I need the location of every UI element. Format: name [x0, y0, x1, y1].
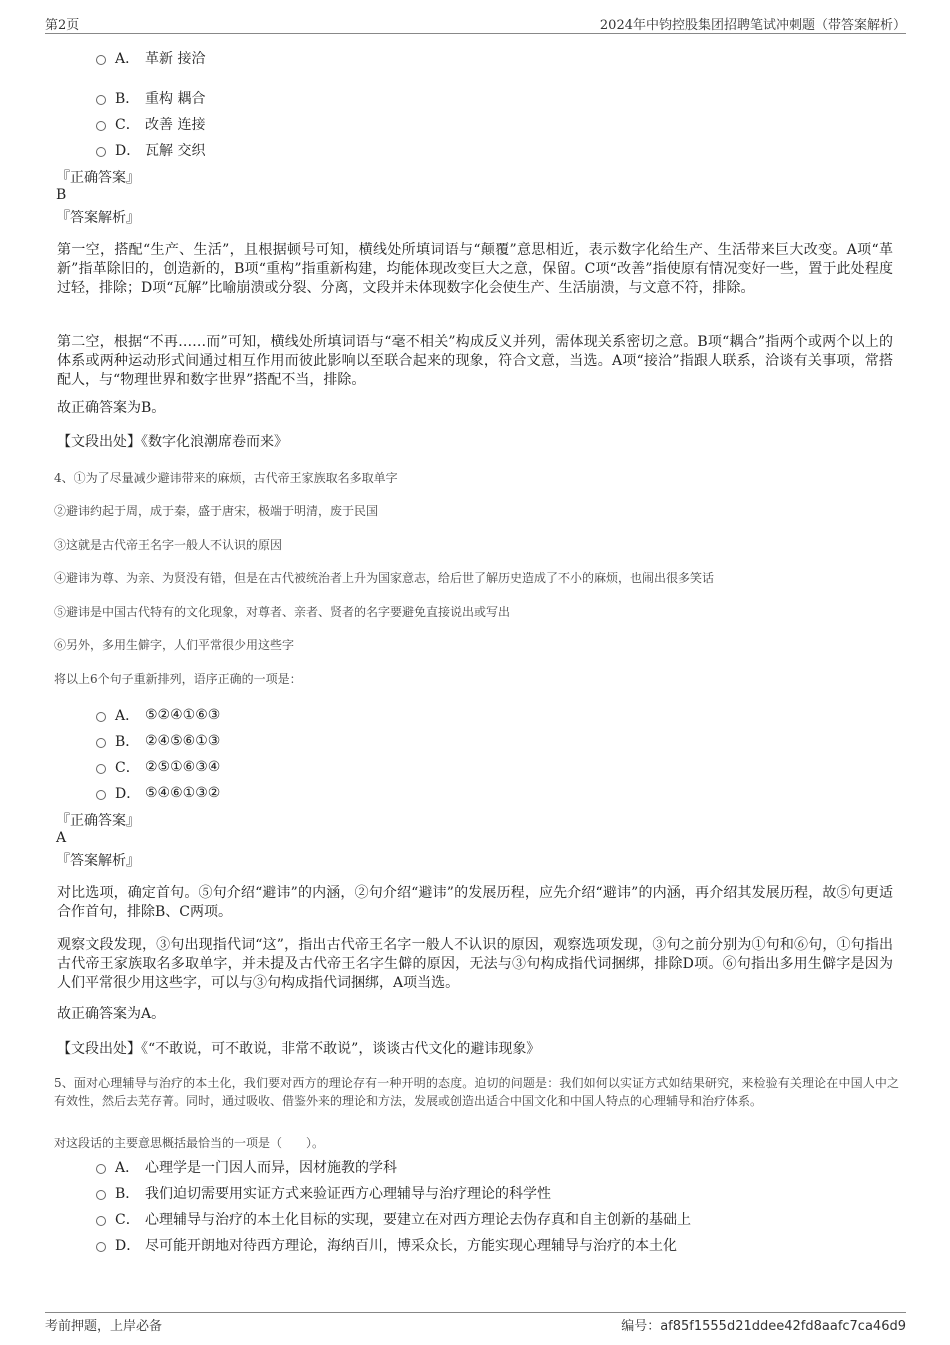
option-letter: A．	[115, 51, 140, 67]
option-letter: B．	[115, 1186, 140, 1202]
q5-option-b[interactable]	[96, 1183, 551, 1203]
radio-icon[interactable]	[96, 1190, 106, 1200]
option-text: 尽可能开朗地对待西方理论，海纳百川，博采众长，方能实现心理辅导与治疗的本土化	[145, 1238, 677, 1254]
q5-option-d[interactable]	[96, 1235, 677, 1255]
option-text: 心理辅导与治疗的本土化目标的实现，要建立在对西方理论去伪存真和自主创新的基础上	[145, 1212, 691, 1228]
option-text: ②⑤①⑥③④	[145, 759, 221, 775]
option-text: 改善 连接	[145, 117, 206, 133]
option-letter: A．	[115, 708, 140, 724]
q4-sentence-3: ③这就是古代帝王名字一般人不认识的原因	[54, 538, 283, 552]
option-text: ⑤②④①⑥③	[145, 707, 221, 723]
radio-icon[interactable]	[96, 1216, 106, 1226]
radio-icon[interactable]	[96, 121, 106, 131]
radio-icon[interactable]	[96, 790, 106, 800]
radio-icon[interactable]	[96, 55, 106, 65]
option-text: 心理学是一门因人而异，因材施教的学科	[145, 1160, 397, 1176]
option-letter: B．	[115, 734, 140, 750]
option-text: 我们迫切需要用实证方式来验证西方心理辅导与治疗理论的科学性	[145, 1186, 551, 1202]
q4-answer: A	[56, 830, 67, 846]
q3-option-a[interactable]	[96, 48, 205, 68]
q4-sentence-1: 4、①为了尽量减少避讳带来的麻烦，古代帝王家族取名多取单字	[54, 471, 398, 485]
q4-analysis-label: 『答案解析』	[56, 853, 140, 869]
header-divider	[45, 33, 906, 34]
q4-analysis-paragraph-1: 对比选项，确定首句。⑤句介绍“避讳”的内涵，②句介绍“避讳”的发展历程，应先介绍“避讳”的内涵，再介绍其发展历程，故⑤句更适合作首句，排除B、C两项。	[57, 885, 893, 920]
q4-analysis-paragraph-2: 观察文段发现，③句出现指代词“这”，指出古代帝王名字一般人不认识的原因，观察选项发现，③句之前分别为①句和⑥句，①句指出古代帝王家族取名多取单字，并未提及古代帝王名字生僻的原因，无法与③句构成指代词捆绑，排除D项。⑥句指出多用生僻字是因为人们平常很少用这些字，可以与③句构成指代词捆绑，A项当选。	[57, 937, 893, 991]
option-text: 革新 接洽	[145, 51, 206, 67]
q4-option-d[interactable]	[96, 783, 220, 803]
q4-conclusion: 故正确答案为A。	[57, 1006, 166, 1022]
option-text: 重构 耦合	[145, 91, 206, 107]
q3-conclusion: 故正确答案为B。	[57, 400, 166, 416]
q4-sentence-5: ⑤避讳是中国古代特有的文化现象，对尊者、亲者、贤者的名字要避免直接说出或写出	[54, 605, 511, 619]
q4-prompt: 将以上6个句子重新排列，语序正确的一项是：	[54, 672, 302, 686]
option-text: ②④⑤⑥①③	[145, 733, 221, 749]
option-letter: C．	[115, 1212, 140, 1228]
q5-stem: 5、面对心理辅导与治疗的本土化，我们要对西方的理论存有一种开明的态度。迫切的问题是：我们如何以实证方式如结果研究，来检验有关理论在中国人中之有效性，然后去芜存菁。同时，通过吸收、借鉴外来的理论和方法，发展或创造出适合中国文化和中国人特点的心理辅导和治疗体系。	[54, 1076, 899, 1108]
q3-answer-label: 『正确答案』	[56, 170, 140, 186]
option-letter: C．	[115, 760, 140, 776]
radio-icon[interactable]	[96, 712, 106, 722]
q3-answer: B	[56, 187, 67, 203]
q3-option-c[interactable]	[96, 114, 205, 134]
q5-option-a[interactable]	[96, 1157, 397, 1177]
q5-option-c[interactable]	[96, 1209, 691, 1229]
option-letter: C．	[115, 117, 140, 133]
radio-icon[interactable]	[96, 764, 106, 774]
radio-icon[interactable]	[96, 147, 106, 157]
q4-option-c[interactable]	[96, 757, 220, 777]
footer-slogan: 考前押题，上岸必备	[45, 1319, 163, 1334]
option-letter: D．	[115, 1238, 141, 1254]
q3-source: 【文段出处】《数字化浪潮席卷而来》	[57, 434, 288, 450]
footer-divider	[45, 1312, 906, 1313]
option-letter: D．	[115, 143, 141, 159]
document-title: 2024年中钧控股集团招聘笔试冲刺题（带答案解析）	[599, 18, 906, 33]
q4-option-b[interactable]	[96, 731, 220, 751]
q4-sentence-6: ⑥另外，多用生僻字，人们平常很少用这些字	[54, 638, 295, 652]
q3-analysis-paragraph-1: 第一空，搭配“生产、生活”，且根据顿号可知，横线处所填词语与“颠覆”意思相近，表示数字化给生产、生活带来巨大改变。A项“革新”指革除旧的，创造新的，B项“重构”指重新构建，均能体现改变巨大之意，保留。C项“改善”指使原有情况变好一些，置于此处程度过轻，排除；D项“瓦解”比喻崩溃或分裂、分离，文段并未体现数字化会使生产、生活崩溃，与文意不符，排除。	[57, 242, 893, 296]
q4-answer-label: 『正确答案』	[56, 813, 140, 829]
q3-option-b[interactable]	[96, 88, 205, 108]
q3-analysis-label: 『答案解析』	[56, 210, 140, 226]
radio-icon[interactable]	[96, 1164, 106, 1174]
page-number: 第2页	[45, 18, 80, 33]
q4-sentence-4: ④避讳为尊、为亲、为贤没有错，但是在古代被统治者上升为国家意志，给后世了解历史造成了不小的麻烦，也闹出很多笑话	[54, 571, 715, 585]
radio-icon[interactable]	[96, 738, 106, 748]
radio-icon[interactable]	[96, 95, 106, 105]
q3-option-d[interactable]	[96, 140, 205, 160]
radio-icon[interactable]	[96, 1242, 106, 1252]
q4-source: 【文段出处】《“不敢说，可不敢说，非常不敢说”，谈谈古代文化的避讳现象》	[57, 1041, 541, 1057]
option-text: 瓦解 交织	[145, 143, 206, 159]
option-text: ⑤④⑥①③②	[145, 785, 221, 801]
option-letter: A．	[115, 1160, 140, 1176]
q4-sentence-2: ②避讳约起于周，成于秦，盛于唐宋，极端于明清，废于民国	[54, 504, 379, 518]
q4-option-a[interactable]	[96, 705, 220, 725]
q5-prompt: 对这段话的主要意思概括最恰当的一项是（ ）。	[54, 1136, 325, 1150]
q3-analysis-paragraph-2: 第二空，根据“不再……而”可知，横线处所填词语与“毫不相关”构成反义并列，需体现关系密切之意。B项“耦合”指两个或两个以上的体系或两种运动形式间通过相互作用而彼此影响以至联合起来的现象，符合文意，当选。A项“接洽”指跟人联系，洽谈有关事项，常搭配人，与“物理世界和数字世界”搭配不当，排除。	[57, 334, 893, 388]
document-code: 编号：af85f1555d21ddee42fd8aafc7ca46d9	[621, 1319, 906, 1334]
option-letter: B．	[115, 91, 140, 107]
option-letter: D．	[115, 786, 141, 802]
